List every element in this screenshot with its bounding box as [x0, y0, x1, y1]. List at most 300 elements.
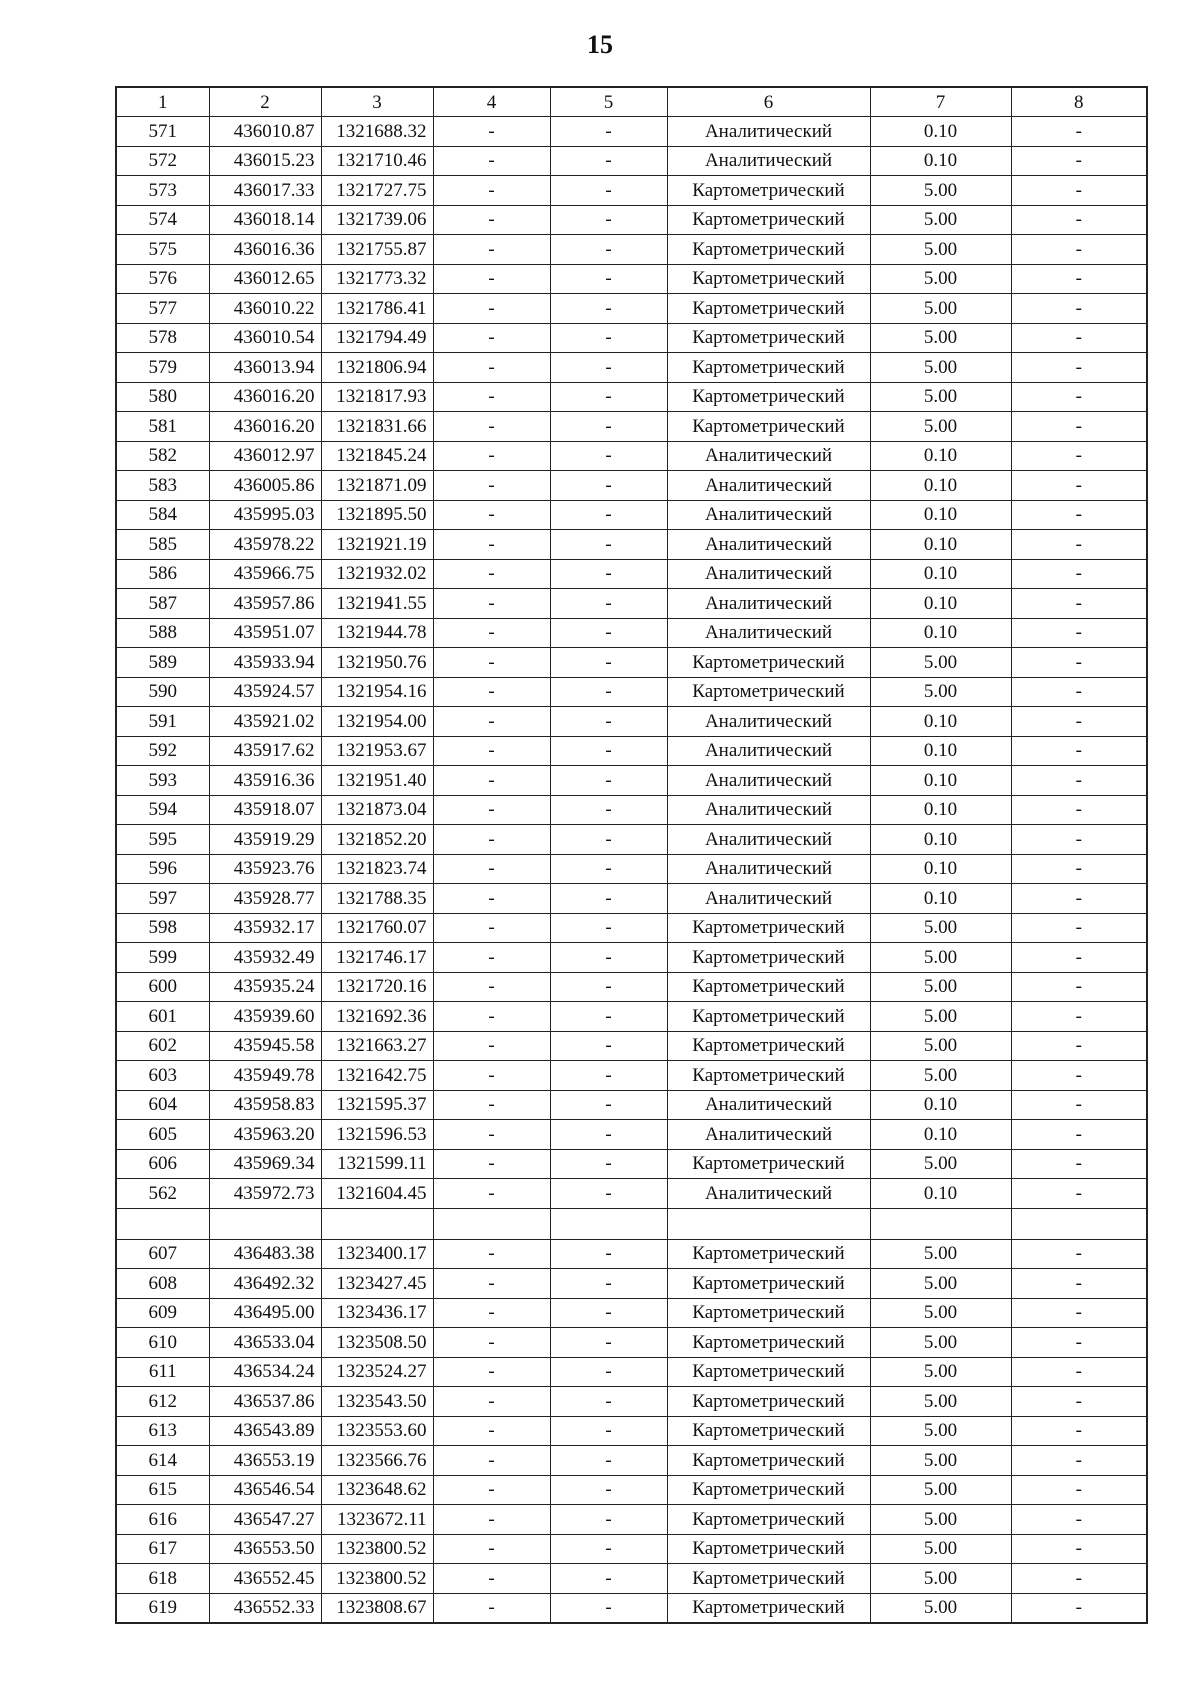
col8-cell: -	[1011, 1593, 1147, 1623]
x-coordinate-cell: 435978.22	[209, 530, 321, 560]
table-row	[116, 559, 1147, 589]
col8-cell: -	[1011, 294, 1147, 324]
accuracy-cell: 0.10	[870, 766, 1011, 796]
column-header: 4	[433, 87, 550, 117]
point-number-cell: 598	[116, 913, 209, 943]
x-coordinate-cell: 435995.03	[209, 500, 321, 530]
empty-cell	[1011, 1208, 1147, 1239]
col5-cell: -	[550, 146, 667, 176]
col4-cell: -	[433, 766, 550, 796]
col5-cell: -	[550, 707, 667, 737]
method-cell: Аналитический	[667, 117, 870, 147]
col5-cell: -	[550, 323, 667, 353]
x-coordinate-cell: 435917.62	[209, 736, 321, 766]
col4-cell: -	[433, 1120, 550, 1150]
y-coordinate-cell: 1321806.94	[321, 353, 433, 383]
col5-cell: -	[550, 1357, 667, 1387]
point-number-cell: 573	[116, 176, 209, 206]
method-cell: Картометрический	[667, 1387, 870, 1417]
point-number-cell: 595	[116, 825, 209, 855]
col5-cell: -	[550, 1239, 667, 1269]
point-number-cell: 576	[116, 264, 209, 294]
y-coordinate-cell: 1321921.19	[321, 530, 433, 560]
col4-cell: -	[433, 677, 550, 707]
y-coordinate-cell: 1321720.16	[321, 972, 433, 1002]
x-coordinate-cell: 436546.54	[209, 1475, 321, 1505]
x-coordinate-cell: 436552.33	[209, 1593, 321, 1623]
accuracy-cell: 0.10	[870, 884, 1011, 914]
x-coordinate-cell: 436537.86	[209, 1387, 321, 1417]
accuracy-cell: 5.00	[870, 1002, 1011, 1032]
y-coordinate-cell: 1321604.45	[321, 1179, 433, 1209]
method-cell: Картометрический	[667, 1475, 870, 1505]
col4-cell: -	[433, 589, 550, 619]
point-number-cell: 586	[116, 559, 209, 589]
x-coordinate-cell: 436013.94	[209, 353, 321, 383]
y-coordinate-cell: 1321688.32	[321, 117, 433, 147]
col4-cell: -	[433, 884, 550, 914]
method-cell: Картометрический	[667, 382, 870, 412]
table-row	[116, 736, 1147, 766]
method-cell: Картометрический	[667, 176, 870, 206]
x-coordinate-cell: 435924.57	[209, 677, 321, 707]
y-coordinate-cell: 1321596.53	[321, 1120, 433, 1150]
accuracy-cell: 5.00	[870, 1534, 1011, 1564]
method-cell: Аналитический	[667, 884, 870, 914]
empty-cell	[209, 1208, 321, 1239]
y-coordinate-cell: 1321932.02	[321, 559, 433, 589]
accuracy-cell: 0.10	[870, 589, 1011, 619]
accuracy-cell: 5.00	[870, 412, 1011, 442]
page-number: 15	[587, 30, 613, 59]
point-number-cell: 583	[116, 471, 209, 501]
col5-cell: -	[550, 353, 667, 383]
x-coordinate-cell: 436543.89	[209, 1416, 321, 1446]
col5-cell: -	[550, 382, 667, 412]
col8-cell: -	[1011, 707, 1147, 737]
col8-cell: -	[1011, 854, 1147, 884]
x-coordinate-cell: 435918.07	[209, 795, 321, 825]
point-number-cell: 614	[116, 1446, 209, 1476]
y-coordinate-cell: 1321692.36	[321, 1002, 433, 1032]
accuracy-cell: 5.00	[870, 205, 1011, 235]
point-number-cell: 612	[116, 1387, 209, 1417]
accuracy-cell: 0.10	[870, 795, 1011, 825]
col5-cell: -	[550, 1534, 667, 1564]
point-number-cell: 589	[116, 648, 209, 678]
method-cell: Аналитический	[667, 1120, 870, 1150]
column-header: 5	[550, 87, 667, 117]
table-row	[116, 471, 1147, 501]
y-coordinate-cell: 1321954.16	[321, 677, 433, 707]
method-cell: Аналитический	[667, 500, 870, 530]
table-row	[116, 323, 1147, 353]
col4-cell: -	[433, 471, 550, 501]
point-number-cell: 601	[116, 1002, 209, 1032]
point-number-cell: 611	[116, 1357, 209, 1387]
method-cell: Картометрический	[667, 1357, 870, 1387]
x-coordinate-cell: 435951.07	[209, 618, 321, 648]
x-coordinate-cell: 436012.97	[209, 441, 321, 471]
col5-cell: -	[550, 1002, 667, 1032]
x-coordinate-cell: 435972.73	[209, 1179, 321, 1209]
table-row	[116, 1593, 1147, 1623]
y-coordinate-cell: 1321786.41	[321, 294, 433, 324]
table-row	[116, 1090, 1147, 1120]
col5-cell: -	[550, 648, 667, 678]
y-coordinate-cell: 1323553.60	[321, 1416, 433, 1446]
accuracy-cell: 0.10	[870, 500, 1011, 530]
point-number-cell: 606	[116, 1149, 209, 1179]
point-number-cell: 619	[116, 1593, 209, 1623]
y-coordinate-cell: 1323436.17	[321, 1298, 433, 1328]
point-number-cell: 588	[116, 618, 209, 648]
y-coordinate-cell: 1321951.40	[321, 766, 433, 796]
method-cell: Картометрический	[667, 353, 870, 383]
accuracy-cell: 5.00	[870, 323, 1011, 353]
accuracy-cell: 0.10	[870, 1120, 1011, 1150]
point-number-cell: 613	[116, 1416, 209, 1446]
col5-cell: -	[550, 176, 667, 206]
x-coordinate-cell: 436005.86	[209, 471, 321, 501]
table-row	[116, 1564, 1147, 1594]
col4-cell: -	[433, 913, 550, 943]
col4-cell: -	[433, 1416, 550, 1446]
x-coordinate-cell: 436016.36	[209, 235, 321, 265]
table-row	[116, 1328, 1147, 1358]
x-coordinate-cell: 436017.33	[209, 176, 321, 206]
y-coordinate-cell: 1321895.50	[321, 500, 433, 530]
col5-cell: -	[550, 943, 667, 973]
col5-cell: -	[550, 1593, 667, 1623]
y-coordinate-cell: 1321873.04	[321, 795, 433, 825]
col8-cell: -	[1011, 736, 1147, 766]
col4-cell: -	[433, 1090, 550, 1120]
point-number-cell: 603	[116, 1061, 209, 1091]
table-row	[116, 766, 1147, 796]
col4-cell: -	[433, 707, 550, 737]
x-coordinate-cell: 435969.34	[209, 1149, 321, 1179]
accuracy-cell: 5.00	[870, 1357, 1011, 1387]
table-row	[116, 884, 1147, 914]
x-coordinate-cell: 436016.20	[209, 412, 321, 442]
method-cell: Картометрический	[667, 1328, 870, 1358]
y-coordinate-cell: 1321760.07	[321, 913, 433, 943]
col8-cell: -	[1011, 235, 1147, 265]
accuracy-cell: 5.00	[870, 1475, 1011, 1505]
y-coordinate-cell: 1321746.17	[321, 943, 433, 973]
table-row	[116, 589, 1147, 619]
table-row	[116, 176, 1147, 206]
y-coordinate-cell: 1323400.17	[321, 1239, 433, 1269]
col5-cell: -	[550, 1416, 667, 1446]
col4-cell: -	[433, 1387, 550, 1417]
col8-cell: -	[1011, 1239, 1147, 1269]
col8-cell: -	[1011, 1269, 1147, 1299]
table-row	[116, 825, 1147, 855]
accuracy-cell: 5.00	[870, 1031, 1011, 1061]
accuracy-cell: 0.10	[870, 117, 1011, 147]
col4-cell: -	[433, 500, 550, 530]
method-cell: Аналитический	[667, 1090, 870, 1120]
accuracy-cell: 5.00	[870, 1149, 1011, 1179]
col5-cell: -	[550, 294, 667, 324]
col4-cell: -	[433, 943, 550, 973]
accuracy-cell: 0.10	[870, 530, 1011, 560]
x-coordinate-cell: 436547.27	[209, 1505, 321, 1535]
col4-cell: -	[433, 795, 550, 825]
y-coordinate-cell: 1321599.11	[321, 1149, 433, 1179]
x-coordinate-cell: 435935.24	[209, 972, 321, 1002]
col5-cell: -	[550, 412, 667, 442]
col4-cell: -	[433, 618, 550, 648]
accuracy-cell: 5.00	[870, 1269, 1011, 1299]
col4-cell: -	[433, 1031, 550, 1061]
point-number-cell: 585	[116, 530, 209, 560]
col8-cell: -	[1011, 1534, 1147, 1564]
col5-cell: -	[550, 530, 667, 560]
col8-cell: -	[1011, 530, 1147, 560]
col5-cell: -	[550, 825, 667, 855]
col4-cell: -	[433, 264, 550, 294]
col4-cell: -	[433, 353, 550, 383]
table-row	[116, 264, 1147, 294]
col5-cell: -	[550, 1149, 667, 1179]
y-coordinate-cell: 1323427.45	[321, 1269, 433, 1299]
accuracy-cell: 0.10	[870, 146, 1011, 176]
col4-cell: -	[433, 559, 550, 589]
point-number-cell: 594	[116, 795, 209, 825]
col5-cell: -	[550, 235, 667, 265]
point-number-cell: 605	[116, 1120, 209, 1150]
method-cell: Аналитический	[667, 618, 870, 648]
point-number-cell: 608	[116, 1269, 209, 1299]
method-cell: Картометрический	[667, 1061, 870, 1091]
accuracy-cell: 0.10	[870, 559, 1011, 589]
accuracy-cell: 5.00	[870, 913, 1011, 943]
table-body	[116, 87, 1147, 1623]
empty-cell	[433, 1208, 550, 1239]
col8-cell: -	[1011, 1298, 1147, 1328]
y-coordinate-cell: 1321845.24	[321, 441, 433, 471]
table-row	[116, 1357, 1147, 1387]
accuracy-cell: 5.00	[870, 1505, 1011, 1535]
method-cell: Картометрический	[667, 943, 870, 973]
col4-cell: -	[433, 1593, 550, 1623]
col8-cell: -	[1011, 1061, 1147, 1091]
header-row	[116, 87, 1147, 117]
table-row	[116, 1002, 1147, 1032]
y-coordinate-cell: 1321941.55	[321, 589, 433, 619]
col8-cell: -	[1011, 441, 1147, 471]
x-coordinate-cell: 435921.02	[209, 707, 321, 737]
col5-cell: -	[550, 471, 667, 501]
col8-cell: -	[1011, 1149, 1147, 1179]
method-cell: Картометрический	[667, 1239, 870, 1269]
table-row	[116, 353, 1147, 383]
table-row	[116, 618, 1147, 648]
x-coordinate-cell: 435919.29	[209, 825, 321, 855]
x-coordinate-cell: 435963.20	[209, 1120, 321, 1150]
point-number-cell: 617	[116, 1534, 209, 1564]
method-cell: Картометрический	[667, 323, 870, 353]
y-coordinate-cell: 1321710.46	[321, 146, 433, 176]
col8-cell: -	[1011, 1505, 1147, 1535]
col8-cell: -	[1011, 323, 1147, 353]
x-coordinate-cell: 435933.94	[209, 648, 321, 678]
table-row	[116, 205, 1147, 235]
table-row	[116, 648, 1147, 678]
col4-cell: -	[433, 117, 550, 147]
col4-cell: -	[433, 648, 550, 678]
col5-cell: -	[550, 1179, 667, 1209]
col4-cell: -	[433, 235, 550, 265]
col4-cell: -	[433, 1269, 550, 1299]
method-cell: Аналитический	[667, 471, 870, 501]
col8-cell: -	[1011, 1031, 1147, 1061]
x-coordinate-cell: 435928.77	[209, 884, 321, 914]
table-row	[116, 913, 1147, 943]
x-coordinate-cell: 435945.58	[209, 1031, 321, 1061]
col8-cell: -	[1011, 146, 1147, 176]
accuracy-cell: 5.00	[870, 353, 1011, 383]
col4-cell: -	[433, 1002, 550, 1032]
column-header: 3	[321, 87, 433, 117]
accuracy-cell: 5.00	[870, 648, 1011, 678]
col5-cell: -	[550, 1328, 667, 1358]
table-row	[116, 1149, 1147, 1179]
col4-cell: -	[433, 294, 550, 324]
point-number-cell: 577	[116, 294, 209, 324]
point-number-cell: 607	[116, 1239, 209, 1269]
method-cell: Картометрический	[667, 1534, 870, 1564]
method-cell: Картометрический	[667, 235, 870, 265]
point-number-cell: 584	[116, 500, 209, 530]
col5-cell: -	[550, 589, 667, 619]
table-row	[116, 854, 1147, 884]
y-coordinate-cell: 1321950.76	[321, 648, 433, 678]
y-coordinate-cell: 1321944.78	[321, 618, 433, 648]
col8-cell: -	[1011, 1564, 1147, 1594]
table-row	[116, 943, 1147, 973]
col5-cell: -	[550, 500, 667, 530]
table-row	[116, 1179, 1147, 1209]
col4-cell: -	[433, 1505, 550, 1535]
accuracy-cell: 0.10	[870, 1179, 1011, 1209]
col4-cell: -	[433, 146, 550, 176]
method-cell: Картометрический	[667, 913, 870, 943]
col8-cell: -	[1011, 825, 1147, 855]
x-coordinate-cell: 436553.50	[209, 1534, 321, 1564]
col8-cell: -	[1011, 176, 1147, 206]
col8-cell: -	[1011, 618, 1147, 648]
col5-cell: -	[550, 441, 667, 471]
y-coordinate-cell: 1321852.20	[321, 825, 433, 855]
col4-cell: -	[433, 412, 550, 442]
table-row	[116, 412, 1147, 442]
x-coordinate-cell: 435939.60	[209, 1002, 321, 1032]
table-row	[116, 1534, 1147, 1564]
x-coordinate-cell: 436534.24	[209, 1357, 321, 1387]
column-header: 1	[116, 87, 209, 117]
col8-cell: -	[1011, 943, 1147, 973]
x-coordinate-cell: 436012.65	[209, 264, 321, 294]
point-number-cell: 581	[116, 412, 209, 442]
method-cell: Аналитический	[667, 589, 870, 619]
col8-cell: -	[1011, 648, 1147, 678]
coordinates-table	[115, 86, 1148, 1624]
col4-cell: -	[433, 1149, 550, 1179]
col8-cell: -	[1011, 589, 1147, 619]
col8-cell: -	[1011, 382, 1147, 412]
point-number-cell: 604	[116, 1090, 209, 1120]
col5-cell: -	[550, 913, 667, 943]
column-header: 6	[667, 87, 870, 117]
table-row	[116, 441, 1147, 471]
col8-cell: -	[1011, 795, 1147, 825]
col8-cell: -	[1011, 264, 1147, 294]
y-coordinate-cell: 1321727.75	[321, 176, 433, 206]
x-coordinate-cell: 435916.36	[209, 766, 321, 796]
method-cell: Аналитический	[667, 559, 870, 589]
x-coordinate-cell: 436010.87	[209, 117, 321, 147]
accuracy-cell: 5.00	[870, 677, 1011, 707]
y-coordinate-cell: 1323543.50	[321, 1387, 433, 1417]
accuracy-cell: 0.10	[870, 1090, 1011, 1120]
table-row	[116, 1446, 1147, 1476]
method-cell: Картометрический	[667, 1593, 870, 1623]
x-coordinate-cell: 435932.17	[209, 913, 321, 943]
method-cell: Картометрический	[667, 294, 870, 324]
method-cell: Картометрический	[667, 1446, 870, 1476]
col4-cell: -	[433, 1357, 550, 1387]
point-number-cell: 599	[116, 943, 209, 973]
col8-cell: -	[1011, 1090, 1147, 1120]
method-cell: Картометрический	[667, 677, 870, 707]
x-coordinate-cell: 436015.23	[209, 146, 321, 176]
x-coordinate-cell: 436010.54	[209, 323, 321, 353]
col8-cell: -	[1011, 353, 1147, 383]
col8-cell: -	[1011, 913, 1147, 943]
method-cell: Картометрический	[667, 205, 870, 235]
col5-cell: -	[550, 117, 667, 147]
col5-cell: -	[550, 1475, 667, 1505]
col5-cell: -	[550, 1505, 667, 1535]
col8-cell: -	[1011, 766, 1147, 796]
method-cell: Картометрический	[667, 1298, 870, 1328]
table-row	[116, 707, 1147, 737]
col4-cell: -	[433, 1534, 550, 1564]
method-cell: Аналитический	[667, 1179, 870, 1209]
method-cell: Аналитический	[667, 795, 870, 825]
method-cell: Аналитический	[667, 766, 870, 796]
x-coordinate-cell: 435957.86	[209, 589, 321, 619]
col5-cell: -	[550, 1387, 667, 1417]
x-coordinate-cell: 436492.32	[209, 1269, 321, 1299]
col4-cell: -	[433, 1298, 550, 1328]
col8-cell: -	[1011, 205, 1147, 235]
x-coordinate-cell: 436010.22	[209, 294, 321, 324]
col4-cell: -	[433, 1475, 550, 1505]
method-cell: Картометрический	[667, 1416, 870, 1446]
method-cell: Картометрический	[667, 972, 870, 1002]
col5-cell: -	[550, 795, 667, 825]
x-coordinate-cell: 435958.83	[209, 1090, 321, 1120]
col8-cell: -	[1011, 1475, 1147, 1505]
accuracy-cell: 5.00	[870, 1593, 1011, 1623]
col5-cell: -	[550, 884, 667, 914]
method-cell: Аналитический	[667, 146, 870, 176]
